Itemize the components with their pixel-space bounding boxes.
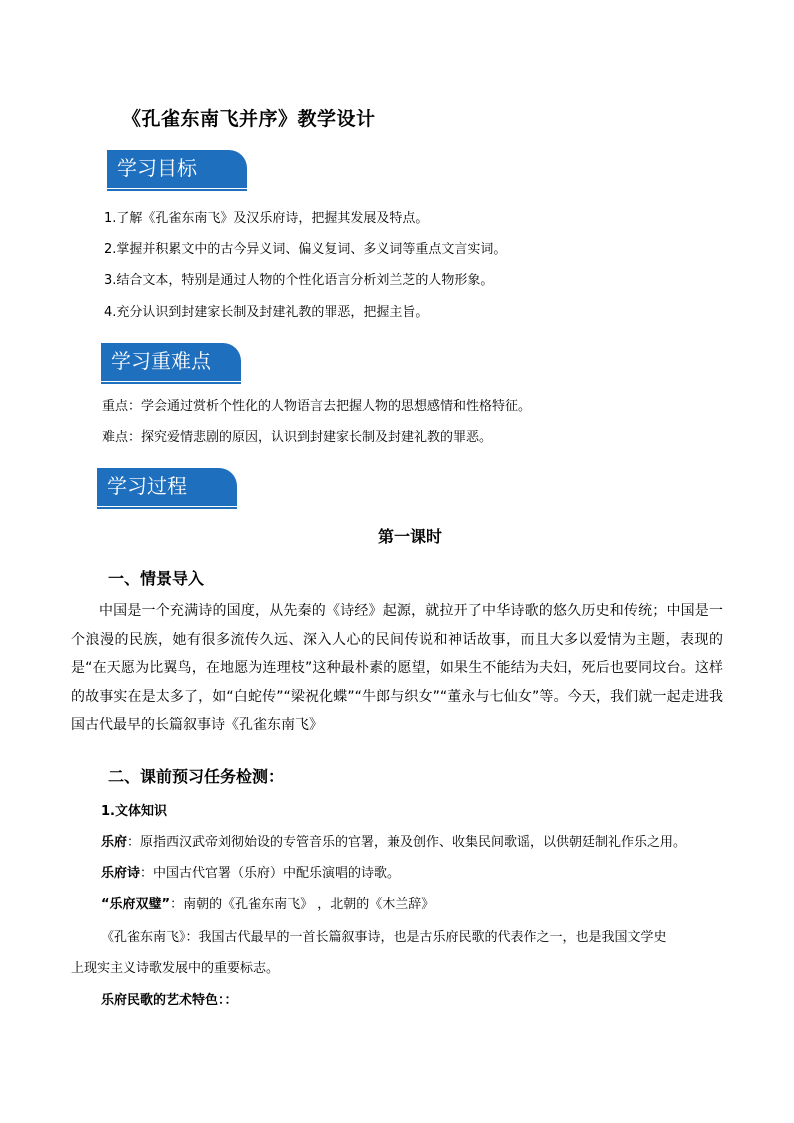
- objective-item: 4.充分认识到封建家长制及封建礼教的罪恶，把握主旨。: [104, 305, 429, 320]
- kongque-line-1: 《孔雀东南飞》：我国古代最早的一首长篇叙事诗，也是古乐府民歌的代表作之一，也是我国文学史: [101, 930, 667, 945]
- yuefu-poem-text: ：中国古代官署（乐府）中配乐演唱的诗歌。: [140, 866, 401, 881]
- objective-item: 2.掌握并积累文中的古今异义词、偏义复词、多义词等重点文言实词。: [104, 242, 507, 257]
- art-features-label: 乐府民歌的艺术特色：：: [101, 993, 238, 1008]
- yuefu-poem-label: 乐府诗: [101, 866, 141, 881]
- part1-heading: 一、情景导入: [108, 569, 205, 588]
- yuefu-line: [101, 831, 686, 850]
- intro-paragraph: 中国是一个充满诗的国度，从先秦的《诗经》起源，就拉开了中华诗歌的悠久历史和传统；中国是一个浪漫的民族，她有很多流传久远、深入人心的民间传说和神话故事，而且大多以爱情为主题，表现的是“在天愿为比翼鸟，在地愿为连理枝”这种最朴素的愿望，如果生不能结为夫妇，死后也要同坟台。这样的故事实在是太多了，如“白蛇传”“梁祝化蝶”“牛郎与织女”“董永与七仙女”等。今天，我们就一起走进我国古代最早的长篇叙事诗《孔雀东南飞》: [71, 603, 723, 733]
- shuangbi-label: “乐府双璧”: [101, 897, 171, 912]
- lesson-title: 第一课时: [378, 527, 443, 546]
- part2-heading: 二、课前预习任务检测：: [108, 767, 285, 786]
- yuefu-text: ：原指西汉武帝刘彻始设的专管音乐的官署，兼及创作、收集民间歌谣，以供朝廷制礼作乐之用。: [127, 835, 687, 850]
- yuefu-label: 乐府: [101, 835, 128, 850]
- objective-item: 3.结合文本，特别是通过人物的个性化语言分析刘兰芝的人物形象。: [104, 273, 494, 288]
- page-title: 《孔雀东南飞并序》教学设计: [122, 108, 376, 130]
- objectives-banner: 学习目标: [107, 150, 247, 188]
- yuefu-poem-line: [101, 862, 400, 881]
- shuangbi-text: ：南朝的《孔雀东南飞》 ，北朝的《木兰辞》: [170, 897, 435, 912]
- shuangbi-line: [101, 893, 434, 912]
- process-banner: 学习过程: [97, 468, 237, 506]
- objective-item: 1.了解《孔雀东南飞》及汉乐府诗，把握其发展及特点。: [104, 211, 429, 226]
- keypoints-banner: 学习重难点: [101, 343, 241, 381]
- genre-subheading: 1.文体知识: [101, 804, 167, 819]
- key-point-text: 重点：学会通过赏析个性化的人物语言去把握人物的思想感情和性格特征。: [102, 399, 532, 414]
- difficult-point-text: 难点：探究爱情悲剧的原因，认识到封建家长制及封建礼教的罪恶。: [102, 430, 493, 445]
- kongque-line-2: 上现实主义诗歌发展中的重要标志。: [71, 961, 280, 976]
